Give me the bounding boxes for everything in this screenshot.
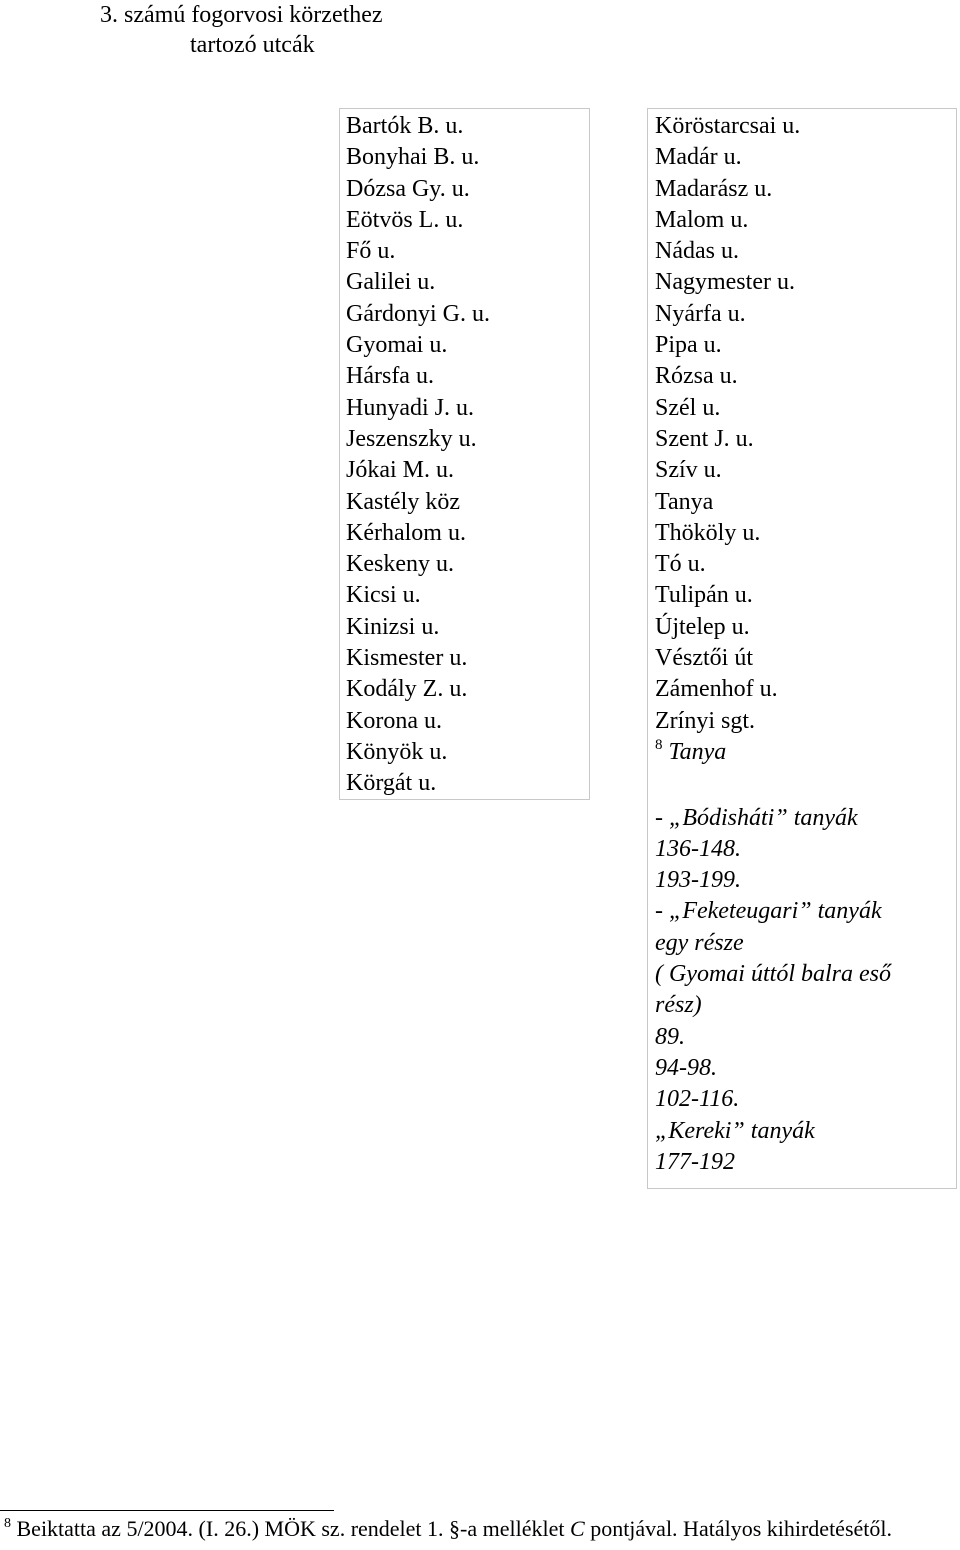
street-item: Galilei u. bbox=[346, 269, 436, 296]
street-item: Hunyadi J. u. bbox=[346, 394, 474, 421]
street-item: Köröstarcsai u. bbox=[655, 113, 801, 139]
tanya-heading-text: Tanya bbox=[668, 738, 727, 765]
title-line-2: tartozó utcák bbox=[190, 32, 315, 58]
street-item: Tanya bbox=[655, 488, 714, 515]
street-item: Jókai M. u. bbox=[346, 457, 454, 484]
tanya-line: 89. bbox=[655, 1023, 685, 1050]
street-item: Dózsa Gy. u. bbox=[346, 175, 470, 202]
right-street-list bbox=[655, 111, 891, 1178]
street-item: Eötvös L. u. bbox=[346, 206, 464, 233]
street-item: Kastély köz bbox=[346, 488, 460, 515]
street-item: Madár u. bbox=[655, 144, 742, 171]
street-item: Szent J. u. bbox=[655, 425, 754, 452]
street-item: Fő u. bbox=[346, 238, 396, 265]
street-item: Zámenhof u. bbox=[655, 676, 778, 703]
street-item: Madarász u. bbox=[655, 175, 773, 202]
street-item: Nyárfa u. bbox=[655, 300, 746, 327]
street-item: Körgát u. bbox=[346, 770, 437, 797]
tanya-line: rész) bbox=[655, 992, 702, 1019]
street-item: Vésztői út bbox=[655, 645, 753, 672]
left-street-list bbox=[346, 111, 490, 800]
street-item: Kodály Z. u. bbox=[346, 676, 468, 703]
tanya-line: - „Feketeugari” tanyák bbox=[655, 898, 882, 925]
street-item: Kinizsi u. bbox=[346, 613, 440, 640]
street-item: Thököly u. bbox=[655, 519, 761, 546]
tanya-line: 136-148. bbox=[655, 835, 741, 862]
street-item: Korona u. bbox=[346, 707, 442, 734]
street-item: Gyomai u. bbox=[346, 332, 448, 359]
street-item: Bartók B. u. bbox=[346, 113, 464, 139]
footnote-mark: 8 bbox=[4, 1516, 11, 1531]
street-item: Jeszenszky u. bbox=[346, 425, 477, 452]
street-item: Pipa u. bbox=[655, 332, 722, 359]
street-item: Újtelep u. bbox=[655, 613, 750, 640]
tanya-line: „Kereki” tanyák bbox=[655, 1117, 815, 1144]
tanya-line: 94-98. bbox=[655, 1054, 717, 1081]
tanya-line: 177-192 bbox=[655, 1148, 735, 1175]
street-item: Nagymester u. bbox=[655, 269, 795, 296]
street-item: Nádas u. bbox=[655, 238, 739, 265]
tanya-line: - „Bódisháti” tanyák bbox=[655, 804, 858, 831]
street-item: Bonyhai B. u. bbox=[346, 144, 480, 171]
street-item: Kismester u. bbox=[346, 645, 468, 672]
footnote-text-after: pontjával. Hatályos kihirdetésétől. bbox=[584, 1516, 892, 1541]
street-item: Tó u. bbox=[655, 551, 706, 578]
footnote-text-before: Beiktatta az 5/2004. (I. 26.) MÖK sz. rendelet 1. §-a melléklet bbox=[11, 1516, 570, 1541]
footnote-separator bbox=[0, 1510, 334, 1511]
street-item: Szív u. bbox=[655, 457, 722, 484]
spacer bbox=[655, 771, 891, 802]
street-item: Könyök u. bbox=[346, 738, 448, 765]
street-item: Malom u. bbox=[655, 206, 749, 233]
tanya-line: 193-199. bbox=[655, 867, 741, 894]
footnote bbox=[4, 1515, 892, 1547]
tanya-line: ( Gyomai úttól balra eső bbox=[655, 961, 891, 988]
street-item: Hársfa u. bbox=[346, 363, 434, 390]
footnote-letter: C bbox=[570, 1516, 585, 1541]
street-item: Gárdonyi G. u. bbox=[346, 300, 490, 327]
title-line-1: 3. számú fogorvosi körzethez bbox=[100, 2, 383, 28]
tanya-heading bbox=[655, 737, 891, 771]
street-item: Rózsa u. bbox=[655, 363, 738, 390]
street-item: Szél u. bbox=[655, 394, 721, 421]
page-title bbox=[100, 0, 383, 60]
street-item: Zrínyi sgt. bbox=[655, 707, 755, 734]
street-item: Kérhalom u. bbox=[346, 519, 466, 546]
street-item: Kicsi u. bbox=[346, 582, 421, 609]
tanya-footnote-mark: 8 bbox=[655, 736, 663, 753]
street-item: Keskeny u. bbox=[346, 551, 454, 578]
street-item: Tulipán u. bbox=[655, 582, 753, 609]
tanya-line: egy része bbox=[655, 929, 744, 956]
tanya-line: 102-116. bbox=[655, 1086, 740, 1113]
